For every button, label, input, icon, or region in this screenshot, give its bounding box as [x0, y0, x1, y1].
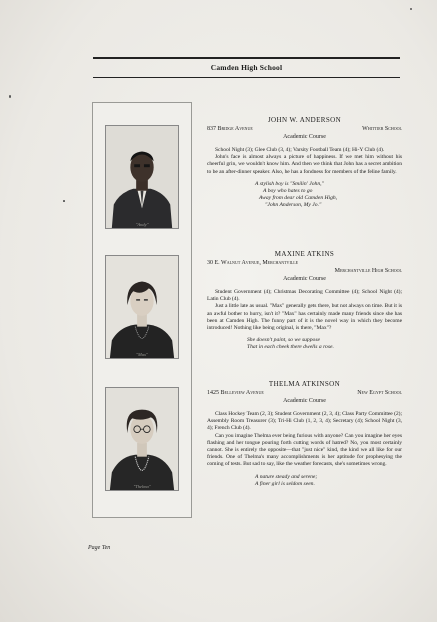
student-name: THELMA ATKINSON: [268, 380, 341, 388]
portrait-photo-anderson: [105, 125, 179, 229]
paper-speck: [9, 95, 11, 98]
senior-entry-anderson: [207, 116, 402, 209]
address-row: [207, 389, 402, 397]
address-row: [207, 125, 402, 133]
verse-line: That in each cheek there dwells a rose.: [247, 344, 334, 351]
description-text: Just a little late as usual. "Max" generally gets there, but not always on time. But it is an awful bother to hurry, isn't it? "Max" has certainly made many friends since she has been at Camden High. The funny part of it is the novel way in which they become introduced! Nothing like being original, is there, "Max"?: [207, 303, 402, 332]
course-name: Academic Course: [283, 134, 326, 140]
page-header-title: Camden High School: [210, 63, 283, 72]
photo-caption: "Max": [136, 352, 148, 357]
verse-line: A finer girl is seldom seen.: [255, 480, 315, 487]
description-text: John's face is almost always a picture of happiness. If we met him without his cheerful grin, we wouldn't know him. And then we think that John has a secret ambition to be an after-dinner speaker. Also, he has a fondness for members of the feline family.: [207, 154, 402, 175]
verse-line: She doesn't paint, so we suppose: [247, 337, 320, 344]
page-number: Page Ten: [88, 545, 111, 551]
activities-text: Class Hockey Team (2, 3); Student Government (2, 3, 4); Class Party Committee (2); Assembly Room Treasurer (3); Tri-Hi Club (1, 2, 3, 4); Secretary (4); School Night (3, 4); French Club (4).: [207, 411, 402, 432]
course-name: Academic Course: [283, 398, 326, 404]
home-address: 30 E. Walnut Avenue, Merchantville: [207, 260, 299, 266]
activities-text: Student Government (4); Christmas Decorating Committee (4); School Night (4); Latin Club (4).: [207, 289, 402, 303]
home-address: 837 Bridge Avenue: [207, 126, 253, 132]
verse-line: Away from dear old Camden High,: [259, 194, 338, 201]
activities-text: School Night (3); Glee Club (3, 4); Varsity Football Team (4); Hi-Y Club (4).: [215, 147, 385, 153]
previous-school: Merchantville High School: [334, 268, 402, 274]
photo-caption: "Thelma": [133, 484, 151, 489]
home-address: 1425 Belleview Avenue: [207, 390, 264, 396]
description-text: Can you imagine Thelma ever being furious with anyone? Can you imagine her eyes flashing and her tongue pouring forth cutting words of hatred? No, you most certainly cannot. She is entirely the opposite—that "just nice" kind, the kind we all like for our friends. One of Thelma's many accomplishments is her aptitude for prophesying the coming of tests. But sad to say, like the weather forecasts, she's sometimes wrong.: [207, 432, 402, 468]
paper-speck: [63, 200, 65, 202]
verse-line: A stylish boy is "Smilin' John,": [255, 180, 324, 187]
photo-caption: "Andy": [135, 222, 149, 227]
paper-speck: [410, 8, 412, 10]
header-rule-top: [93, 57, 400, 59]
student-name: JOHN W. ANDERSON: [267, 116, 342, 124]
student-name: MAXINE ATKINS: [274, 250, 335, 258]
verse: [207, 337, 402, 351]
previous-school: New Egypt School: [357, 390, 402, 396]
verse-line: A boy who hates to go: [263, 187, 313, 194]
verse-line: "John Anderson, My Jo.": [265, 201, 322, 208]
course-name: Academic Course: [283, 276, 326, 282]
portrait-photo-atkinson: [105, 387, 179, 491]
senior-entry-atkins: [207, 250, 402, 351]
senior-entry-atkinson: [207, 380, 402, 488]
verse-line: A nature steady and serene;: [255, 473, 318, 480]
portrait-photo-atkins: [105, 255, 179, 359]
verse: [207, 181, 402, 209]
verse: [207, 474, 402, 488]
photo-strip: [92, 102, 192, 518]
previous-school: Whittier School: [362, 126, 402, 132]
header-rule-bottom: [93, 77, 400, 78]
